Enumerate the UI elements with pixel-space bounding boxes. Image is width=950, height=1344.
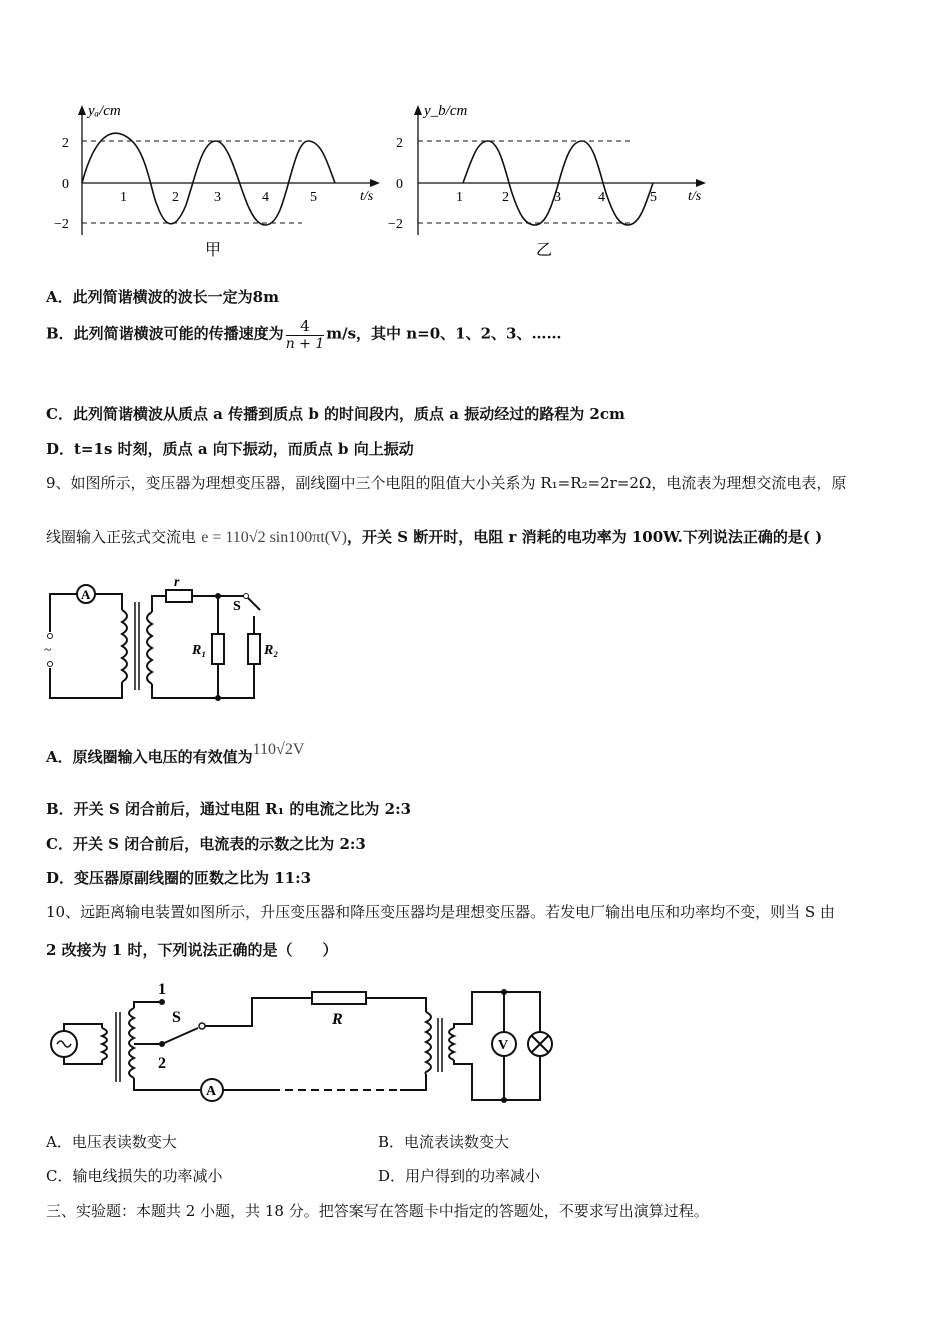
- svg-text:2: 2: [62, 136, 69, 151]
- svg-text:y_b/cm: y_b/cm: [424, 103, 468, 119]
- svg-text:3: 3: [554, 190, 561, 205]
- svg-text:4: 4: [598, 190, 605, 205]
- q10-stem-line2: 2 改接为 1 时，下列说法正确的是（ ）: [46, 941, 338, 959]
- svg-text:2: 2: [502, 190, 509, 205]
- q9-stem-line2: 线圈输入正弦式交流电 e = 110√2 sin100πt(V)，开关 S 断开时，电阻 r 消耗的电功率为 100W.下列说法正确的是( ): [46, 528, 823, 546]
- svg-text:R₂: R₂: [264, 643, 279, 658]
- switch-s: [162, 1028, 198, 1044]
- svg-text:3: 3: [214, 190, 221, 205]
- svg-text:r: r: [174, 575, 180, 590]
- q10-option-b: B．电流表读数变大: [378, 1133, 510, 1151]
- svg-text:0: 0: [396, 177, 403, 192]
- x-axis-label: t/s: [360, 189, 374, 204]
- y-axis-label: yₐ/cm: [88, 103, 121, 119]
- svg-text:5: 5: [650, 190, 657, 205]
- svg-text:A: A: [206, 1084, 217, 1099]
- svg-text:1: 1: [120, 190, 127, 205]
- ac-source-icon: ~: [44, 643, 52, 658]
- wave-graph-yi: [378, 95, 718, 265]
- q8-option-a: A．此列简谐横波的波长一定为8m: [46, 288, 279, 306]
- q8-option-d: D．t=1s 时刻，质点 a 向下振动，而质点 b 向上振动: [46, 440, 414, 458]
- svg-text:2: 2: [172, 190, 179, 205]
- resistor-r1: [212, 634, 224, 664]
- q9-option-d: D．变压器原副线圈的匝数之比为 11:3: [46, 869, 312, 887]
- svg-text:5: 5: [310, 190, 317, 205]
- svg-text:A: A: [81, 587, 91, 602]
- svg-text:2: 2: [396, 136, 403, 151]
- svg-text:V: V: [498, 1038, 509, 1053]
- wave-curve-a: [82, 133, 335, 225]
- graph-caption: 乙: [536, 242, 553, 259]
- svg-text:−2: −2: [388, 217, 403, 232]
- svg-text:t/s: t/s: [688, 189, 702, 204]
- q9-option-c: C．开关 S 闭合前后，电流表的示数之比为 2:3: [46, 835, 366, 853]
- svg-text:1: 1: [158, 981, 166, 998]
- graph-caption: 甲: [205, 242, 222, 259]
- svg-text:S: S: [172, 1009, 181, 1026]
- svg-text:2: 2: [158, 1055, 166, 1072]
- q10-option-d: D．用户得到的功率减小: [378, 1167, 541, 1185]
- wave-graph-jia: [40, 95, 390, 265]
- q9-stem-line1: 9、如图所示，变压器为理想变压器，副线圈中三个电阻的阻值大小关系为 R₁=R₂=2r=2Ω，电流表为理想交流电表，原: [46, 474, 847, 492]
- q10-option-a: A．电压表读数变大: [46, 1133, 177, 1151]
- q10-transmission-circuit: [40, 972, 570, 1112]
- resistor-r: [166, 590, 192, 602]
- resistor-r2: [248, 634, 260, 664]
- svg-text:R₁: R₁: [192, 643, 207, 658]
- svg-text:−2: −2: [54, 217, 69, 232]
- q8-option-c: C．此列简谐横波从质点 a 传播到质点 b 的时间段内，质点 a 振动经过的路程为 2cm: [46, 405, 625, 423]
- svg-text:S: S: [233, 599, 241, 614]
- resistor-r: [312, 992, 366, 1004]
- q8-option-b: B．此列简谐横波可能的传播速度为 $\frac{4}{n + 1}$ m/s，其中 n=0、1、2、3、……: [46, 317, 562, 352]
- q10-option-c: C．输电线损失的功率减小: [46, 1167, 223, 1185]
- svg-text:4: 4: [262, 190, 269, 205]
- q9-option-a: A．原线圈输入电压的有效值为110√2V: [46, 741, 305, 766]
- svg-text:0: 0: [62, 177, 69, 192]
- q9-option-b: B．开关 S 闭合前后，通过电阻 R₁ 的电流之比为 2:3: [46, 800, 412, 818]
- svg-text:R: R: [332, 1011, 343, 1028]
- svg-text:1: 1: [456, 190, 463, 205]
- q10-stem-line1: 10、远距离输电装置如图所示，升压变压器和降压变压器均是理想变压器。若发电厂输出电压和功率均不变，则当 S 由: [46, 903, 835, 921]
- section-3-heading: 三、实验题：本题共 2 小题，共 18 分。把答案写在答题卡中指定的答题处，不要求写出演算过程。: [46, 1202, 709, 1220]
- q9-transformer-circuit: [40, 572, 300, 712]
